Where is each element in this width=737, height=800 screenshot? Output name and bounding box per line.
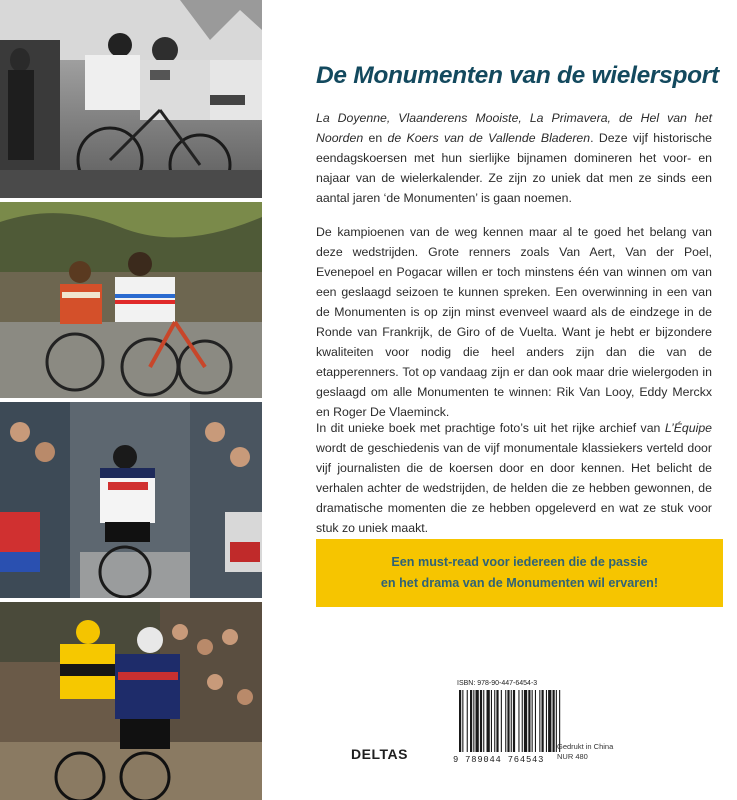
barcode-bar (532, 690, 533, 752)
book-before: In dit unieke boek met prachtige foto’s uit het rijke archief van (316, 421, 665, 435)
barcode-bar (505, 690, 506, 752)
connector-text: en (363, 131, 388, 145)
nickname-last-italic: de Koers van de Vallende Bladeren (387, 131, 591, 145)
photo-strip (0, 0, 266, 800)
barcode-bar (501, 690, 502, 752)
barcode-digits: 9 789044 764543 (453, 755, 545, 765)
barcode-bar (511, 690, 512, 752)
barcode-bar (535, 690, 536, 752)
barcode-bar (553, 690, 555, 752)
callout-box (316, 539, 723, 607)
back-cover-content (266, 0, 737, 800)
barcode-bar (539, 690, 540, 752)
barcode-bar (476, 690, 479, 752)
book-title: De Monumenten van de wielersport (316, 62, 719, 89)
barcode-bar (496, 690, 498, 752)
nur-code: NUR 480 (557, 752, 588, 761)
paragraph-intro (316, 108, 712, 208)
publisher-logo: DELTAS (351, 746, 408, 762)
callout-line-1: Een must-read voor iedereen die de passie (391, 555, 648, 569)
photo-cobbles-race (0, 602, 262, 800)
barcode-bar (467, 690, 468, 752)
book-after: wordt de geschiedenis van de vijf monumentale klassiekers verteld door vijf journalisten die de koersen door en door kennen. Het belicht de verhalen achter de wedstrijden, de helden die ze hebben gewonnen, de dramatische momenten die ze hebben opgeleverd en wat ze stuk voor stuk zo uniek maakt. (316, 441, 712, 535)
barcode-bar (470, 690, 472, 752)
isbn-label: ISBN: 978-90-447-6454-3 (457, 680, 538, 687)
barcode-bar (483, 690, 484, 752)
barcode-bar (507, 690, 509, 752)
lequipe-italic: L’Équipe (664, 421, 712, 435)
print-info (557, 742, 613, 762)
nicknames-italic: La Doyenne, Vlaanderens Mooiste, La Primavera, de Hel van het Noorden (316, 111, 712, 145)
photo-vintage-color-race (0, 202, 262, 398)
callout-line-2: en het drama van de Monumenten wil ervaren! (380, 576, 659, 590)
barcode-bar (487, 690, 490, 752)
intro-rest: . Deze vijf historische eendagskoersen met hun sierlijke bijnamen domineren het voor- en najaar van de wielerkalender. Ze zijn zo uniek dat men ze sinds een aantal jaren ‘de Monumenten’ is gaan noemen. (316, 131, 713, 205)
paragraph-book (316, 418, 712, 538)
barcode-bar (462, 690, 463, 752)
barcode-bar (459, 690, 461, 752)
photo-vintage-race (0, 0, 262, 198)
barcode-bar (480, 690, 482, 752)
print-country: Gedrukt in China (557, 742, 614, 751)
barcode-bar (513, 690, 515, 752)
barcode-bar (528, 690, 530, 752)
barcode-bar (522, 690, 523, 752)
barcode-bar (546, 690, 547, 752)
barcode-bar (494, 690, 495, 752)
paragraph-champions: De kampioenen van de weg kennen maar al te goed het belang van deze wedstrijden. Grote renners zoals Van Aert, Van der Poel, Evenepoel en Pogacar willen er toch minstens één van winnen om van een geslaagd seizoen te kunnen spreken. Een overwinning in een van de Monumenten is op zijn minst evenveel waard als de eindzege in de Ronde van Frankrijk, de Giro of de Vuelta. Want je hebt er bijzondere kwaliteiten voor nodig die heel anders zijn dan die van de etapperenners. Tot op vandaag zijn er dan ook maar drie wielergoden in geslaagd om alle Monumenten te winnen: Rik Van Looy, Eddy Merckx en Roger De Vlaeminck. (316, 225, 712, 419)
photo-modern-race-crowd (0, 402, 262, 598)
barcode-bar (524, 690, 527, 752)
barcode-bar (548, 690, 551, 752)
barcode-bar (518, 690, 519, 752)
barcode-bar (542, 690, 544, 752)
barcode-bar (491, 690, 492, 752)
barcode-bar (473, 690, 474, 752)
